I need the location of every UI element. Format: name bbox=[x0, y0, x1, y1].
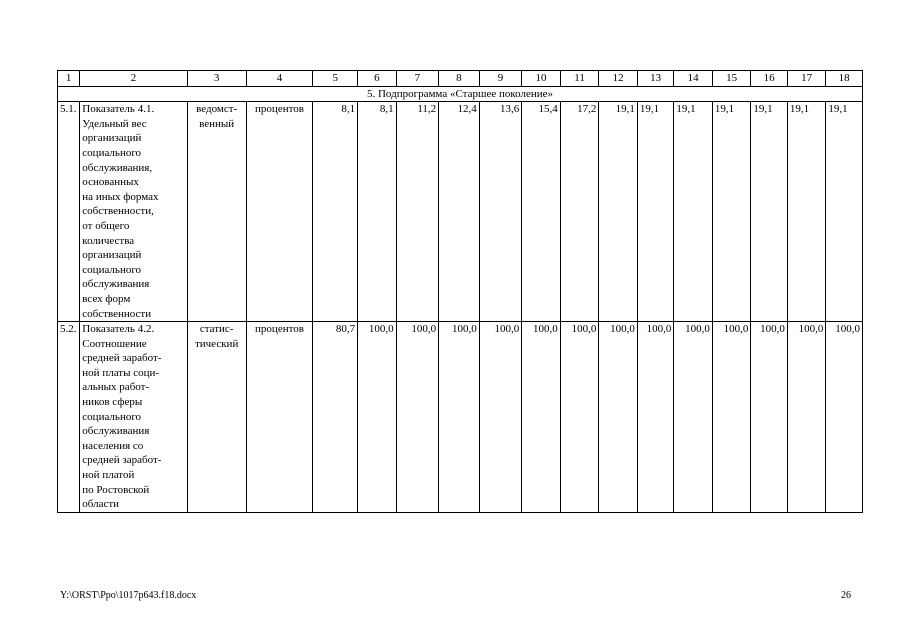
column-number-row bbox=[58, 71, 863, 87]
value-cell: 19,1 bbox=[712, 102, 751, 322]
indicator-name: Показатель 4.2. Соотношение средней заработ- ной платы соци- альных работ- ников сферы социального обслуживания населения со средней заработ- ной платой по Ростовской области bbox=[80, 322, 187, 513]
value-cell: 19,1 bbox=[826, 102, 863, 322]
value-cell: 100,0 bbox=[560, 322, 599, 513]
column-header: 8 bbox=[439, 71, 480, 87]
column-header: 2 bbox=[80, 71, 187, 87]
value-cell: 100,0 bbox=[826, 322, 863, 513]
row-number: 5.2. bbox=[58, 322, 80, 513]
value-cell: 100,0 bbox=[479, 322, 522, 513]
value-cell: 100,0 bbox=[522, 322, 561, 513]
column-header: 12 bbox=[599, 71, 638, 87]
value-cell: 100,0 bbox=[787, 322, 826, 513]
section-title: 5. Подпрограмма «Старшее поколение» bbox=[58, 86, 863, 102]
column-header: 18 bbox=[826, 71, 863, 87]
column-header: 1 bbox=[58, 71, 80, 87]
value-cell: 13,6 bbox=[479, 102, 522, 322]
value-cell: 19,1 bbox=[751, 102, 787, 322]
value-cell: 80,7 bbox=[313, 322, 358, 513]
value-cell: 100,0 bbox=[674, 322, 713, 513]
value-cell: 19,1 bbox=[637, 102, 673, 322]
indicator-type: ведомст- венный bbox=[187, 102, 246, 322]
page-number: 26 bbox=[841, 590, 851, 601]
column-header: 9 bbox=[479, 71, 522, 87]
value-cell: 12,4 bbox=[439, 102, 480, 322]
column-header: 7 bbox=[396, 71, 439, 87]
value-cell: 100,0 bbox=[439, 322, 480, 513]
value-cell: 100,0 bbox=[637, 322, 673, 513]
section-row bbox=[58, 86, 863, 102]
value-cell: 17,2 bbox=[560, 102, 599, 322]
value-cell: 100,0 bbox=[396, 322, 439, 513]
column-header: 11 bbox=[560, 71, 599, 87]
column-header: 5 bbox=[313, 71, 358, 87]
column-header: 3 bbox=[187, 71, 246, 87]
column-header: 17 bbox=[787, 71, 826, 87]
column-header: 6 bbox=[358, 71, 397, 87]
indicators-table bbox=[57, 70, 863, 513]
value-cell: 19,1 bbox=[599, 102, 638, 322]
value-cell: 8,1 bbox=[358, 102, 397, 322]
value-cell: 100,0 bbox=[751, 322, 787, 513]
column-header: 16 bbox=[751, 71, 787, 87]
value-cell: 100,0 bbox=[599, 322, 638, 513]
column-header: 10 bbox=[522, 71, 561, 87]
unit: процентов bbox=[246, 322, 313, 513]
value-cell: 100,0 bbox=[712, 322, 751, 513]
column-header: 13 bbox=[637, 71, 673, 87]
value-cell: 11,2 bbox=[396, 102, 439, 322]
column-header: 4 bbox=[246, 71, 313, 87]
table-row bbox=[58, 102, 863, 322]
value-cell: 100,0 bbox=[358, 322, 397, 513]
value-cell: 15,4 bbox=[522, 102, 561, 322]
table-row bbox=[58, 322, 863, 513]
value-cell: 8,1 bbox=[313, 102, 358, 322]
indicator-type: статис- тический bbox=[187, 322, 246, 513]
row-number: 5.1. bbox=[58, 102, 80, 322]
column-header: 15 bbox=[712, 71, 751, 87]
value-cell: 19,1 bbox=[674, 102, 713, 322]
indicator-name: Показатель 4.1. Удельный вес организаций социального обслуживания, основанных на иных формах собственности, от общего количества организаций социального обслуживания всех форм собственности bbox=[80, 102, 187, 322]
value-cell: 19,1 bbox=[787, 102, 826, 322]
column-header: 14 bbox=[674, 71, 713, 87]
footer-file-path: Y:\ORST\Ppo\1017p643.f18.docx bbox=[60, 590, 197, 601]
unit: процентов bbox=[246, 102, 313, 322]
